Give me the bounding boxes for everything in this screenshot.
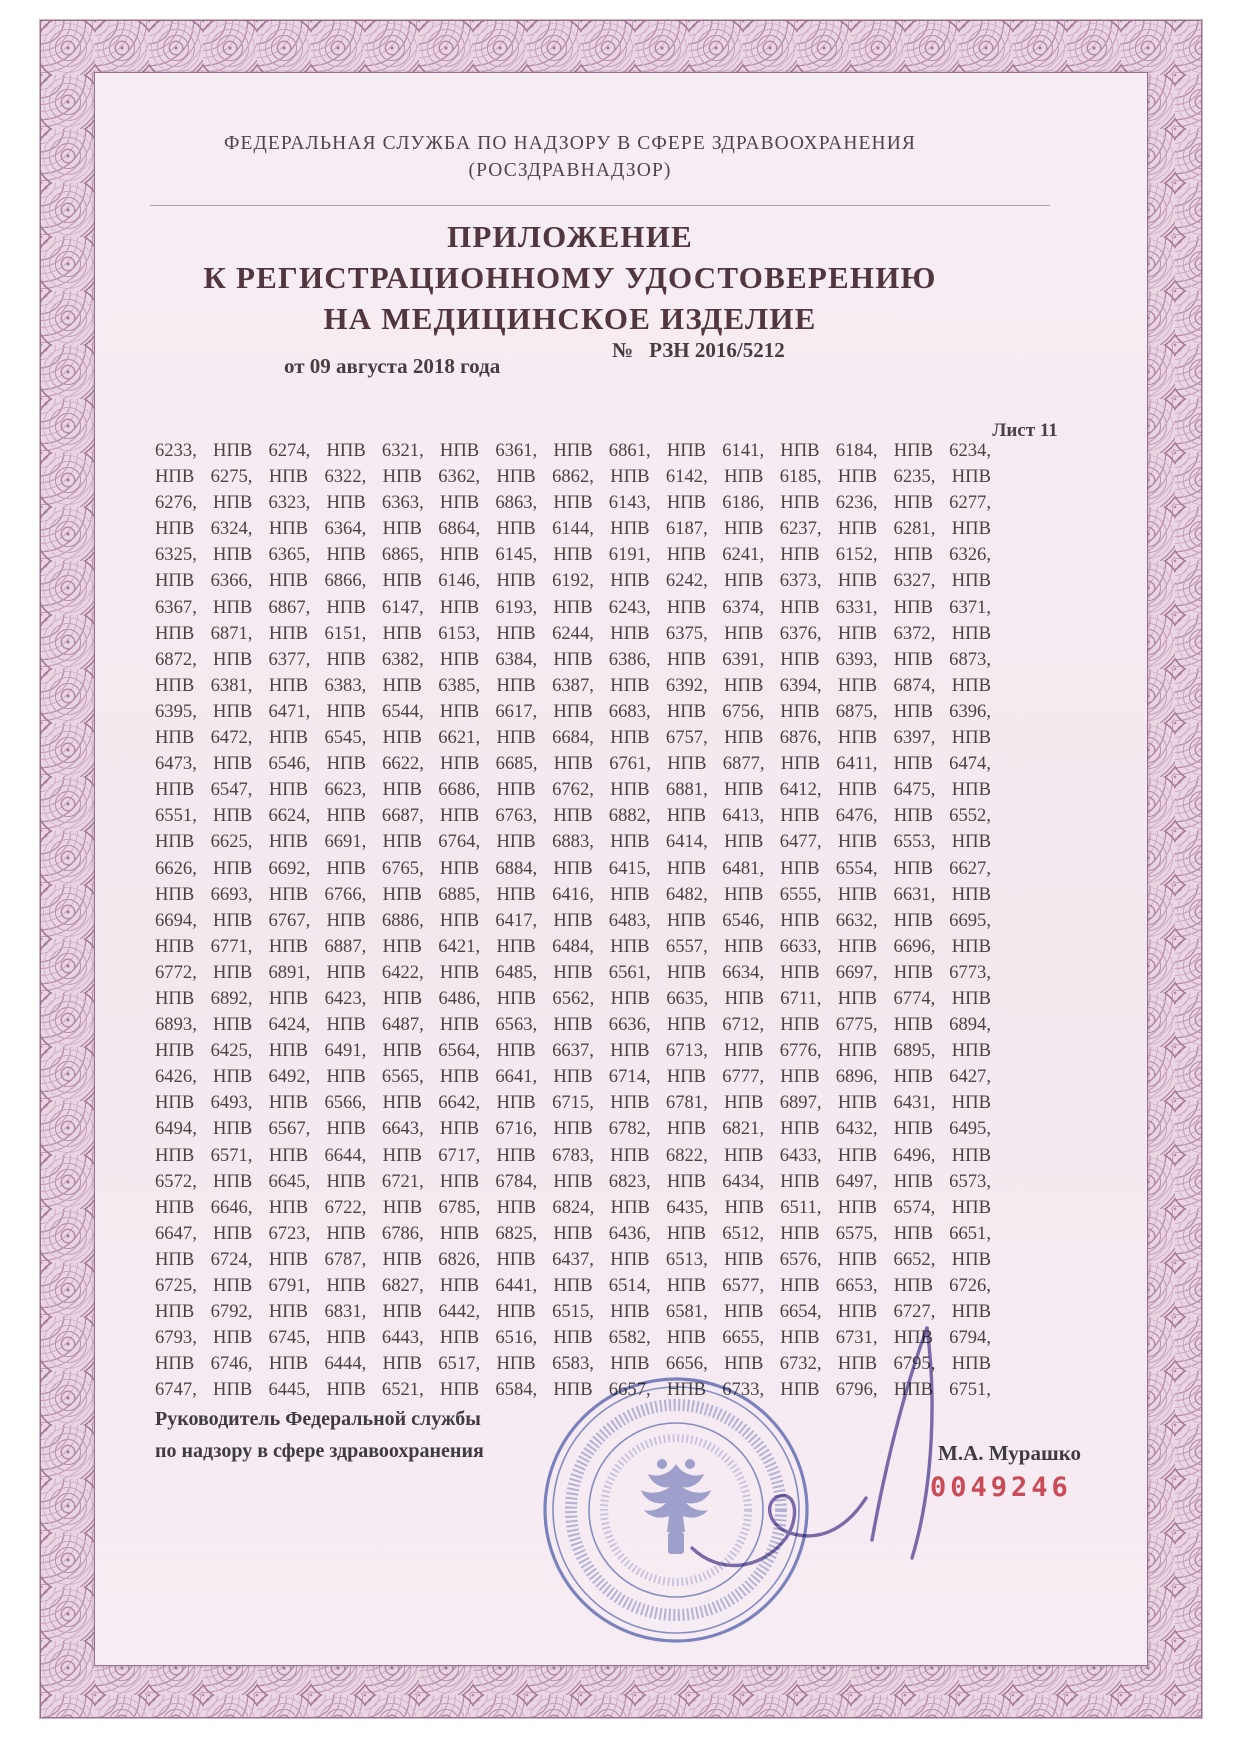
body-line: 6426, НПВ 6492, НПВ 6565, НПВ 6641, НПВ 6714, НПВ 6777, НПВ 6896, НПВ 6427, xyxy=(155,1066,991,1088)
body-line: НПВ 6746, НПВ 6444, НПВ 6517, НПВ 6583, НПВ 6656, НПВ 6732, НПВ 6795, НПВ xyxy=(155,1353,991,1375)
number-sign: № xyxy=(612,338,634,362)
issuing-authority-line1: ФЕДЕРАЛЬНАЯ СЛУЖБА ПО НАДЗОРУ В СФЕРЕ ЗДРАВООХРАНЕНИЯ xyxy=(223,133,916,154)
sheet-number: Лист 11 xyxy=(992,420,1058,441)
body-line: 6694, НПВ 6767, НПВ 6886, НПВ 6417, НПВ 6483, НПВ 6546, НПВ 6632, НПВ 6695, xyxy=(155,909,991,931)
signer-title xyxy=(155,1403,484,1467)
body-line: 6872, НПВ 6377, НПВ 6382, НПВ 6384, НПВ 6386, НПВ 6391, НПВ 6393, НПВ 6873, xyxy=(155,648,991,670)
body-line: 6367, НПВ 6867, НПВ 6147, НПВ 6193, НПВ 6243, НПВ 6374, НПВ 6331, НПВ 6371, xyxy=(155,596,991,618)
body-line: 6473, НПВ 6546, НПВ 6622, НПВ 6685, НПВ 6761, НПВ 6877, НПВ 6411, НПВ 6474, xyxy=(155,753,991,775)
body-line: НПВ 6547, НПВ 6623, НПВ 6686, НПВ 6762, НПВ 6881, НПВ 6412, НПВ 6475, НПВ xyxy=(155,779,991,801)
body-line: НПВ 6425, НПВ 6491, НПВ 6564, НПВ 6637, НПВ 6713, НПВ 6776, НПВ 6895, НПВ xyxy=(155,1040,991,1062)
body-line: 6772, НПВ 6891, НПВ 6422, НПВ 6485, НПВ 6561, НПВ 6634, НПВ 6697, НПВ 6773, xyxy=(155,961,991,983)
header-divider xyxy=(150,205,1050,206)
body-line: НПВ 6892, НПВ 6423, НПВ 6486, НПВ 6562, НПВ 6635, НПВ 6711, НПВ 6774, НПВ xyxy=(155,987,991,1009)
body-line: 6893, НПВ 6424, НПВ 6487, НПВ 6563, НПВ 6636, НПВ 6712, НПВ 6775, НПВ 6894, xyxy=(155,1014,991,1036)
issuing-authority xyxy=(100,130,1040,184)
signer-title-line1: Руководитель Федеральной службы xyxy=(155,1408,481,1430)
body-line: НПВ 6646, НПВ 6722, НПВ 6785, НПВ 6824, НПВ 6435, НПВ 6511, НПВ 6574, НПВ xyxy=(155,1196,991,1218)
issuing-authority-line2: (РОСЗДРАВНАДЗОР) xyxy=(468,160,672,181)
body-line: 6725, НПВ 6791, НПВ 6827, НПВ 6441, НПВ 6514, НПВ 6577, НПВ 6653, НПВ 6726, xyxy=(155,1275,991,1296)
body-line: 6276, НПВ 6323, НПВ 6363, НПВ 6863, НПВ 6143, НПВ 6186, НПВ 6236, НПВ 6277, xyxy=(155,492,991,514)
body-line: 6494, НПВ 6567, НПВ 6643, НПВ 6716, НПВ 6782, НПВ 6821, НПВ 6432, НПВ 6495, xyxy=(155,1118,991,1140)
body-line: 6233, НПВ 6274, НПВ 6321, НПВ 6361, НПВ 6861, НПВ 6141, НПВ 6184, НПВ 6234, xyxy=(155,440,991,461)
body-line: НПВ 6693, НПВ 6766, НПВ 6885, НПВ 6416, НПВ 6482, НПВ 6555, НПВ 6631, НПВ xyxy=(155,883,991,905)
body-line: НПВ 6324, НПВ 6364, НПВ 6864, НПВ 6144, НПВ 6187, НПВ 6237, НПВ 6281, НПВ xyxy=(155,518,991,540)
body-line: НПВ 6871, НПВ 6151, НПВ 6153, НПВ 6244, НПВ 6375, НПВ 6376, НПВ 6372, НПВ xyxy=(155,622,991,644)
body-line: 6551, НПВ 6624, НПВ 6687, НПВ 6763, НПВ 6882, НПВ 6413, НПВ 6476, НПВ 6552, xyxy=(155,805,991,827)
body-line: НПВ 6275, НПВ 6322, НПВ 6362, НПВ 6862, НПВ 6142, НПВ 6185, НПВ 6235, НПВ xyxy=(155,466,991,488)
body-line: 6647, НПВ 6723, НПВ 6786, НПВ 6825, НПВ 6436, НПВ 6512, НПВ 6575, НПВ 6651, xyxy=(155,1222,991,1244)
body-line: 6747, НПВ 6445, НПВ 6521, НПВ 6584, НПВ 6657, НПВ 6733, НПВ 6796, НПВ 6751, xyxy=(155,1379,991,1401)
form-serial-number: 0049246 xyxy=(930,1472,1072,1503)
document-title-line3: НА МЕДИЦИНСКОЕ ИЗДЕЛИЕ xyxy=(323,301,817,336)
signature-icon xyxy=(640,1270,1000,1600)
body-line: НПВ 6724, НПВ 6787, НПВ 6826, НПВ 6437, НПВ 6513, НПВ 6576, НПВ 6652, НПВ xyxy=(155,1248,991,1270)
body-line: 6395, НПВ 6471, НПВ 6544, НПВ 6617, НПВ 6683, НПВ 6756, НПВ 6875, НПВ 6396, xyxy=(155,700,991,722)
body-line: НПВ 6792, НПВ 6831, НПВ 6442, НПВ 6515, НПВ 6581, НПВ 6654, НПВ 6727, НПВ xyxy=(155,1301,991,1323)
issue-date: от 09 августа 2018 года xyxy=(284,354,501,378)
body-lines xyxy=(155,438,991,1403)
body-line: 6626, НПВ 6692, НПВ 6765, НПВ 6884, НПВ 6415, НПВ 6481, НПВ 6554, НПВ 6627, xyxy=(155,857,991,879)
document-title xyxy=(100,216,1040,339)
signer-title-line2: по надзору в сфере здравоохранения xyxy=(155,1440,484,1462)
body-line: 6325, НПВ 6365, НПВ 6865, НПВ 6145, НПВ 6191, НПВ 6241, НПВ 6152, НПВ 6326, xyxy=(155,544,991,566)
body-line: НПВ 6366, НПВ 6866, НПВ 6146, НПВ 6192, НПВ 6242, НПВ 6373, НПВ 6327, НПВ xyxy=(155,570,991,592)
body-line: НПВ 6771, НПВ 6887, НПВ 6421, НПВ 6484, НПВ 6557, НПВ 6633, НПВ 6696, НПВ xyxy=(155,935,991,957)
body-line: НПВ 6625, НПВ 6691, НПВ 6764, НПВ 6883, НПВ 6414, НПВ 6477, НПВ 6553, НПВ xyxy=(155,831,991,853)
registration-number-value: РЗН 2016/5212 xyxy=(649,338,785,362)
registration-number xyxy=(612,338,785,363)
body-line: НПВ 6571, НПВ 6644, НПВ 6717, НПВ 6783, НПВ 6822, НПВ 6433, НПВ 6496, НПВ xyxy=(155,1144,991,1166)
document-title-line2: К РЕГИСТРАЦИОННОМУ УДОСТОВЕРЕНИЮ xyxy=(203,260,937,295)
body-line: НПВ 6381, НПВ 6383, НПВ 6385, НПВ 6387, НПВ 6392, НПВ 6394, НПВ 6874, НПВ xyxy=(155,674,991,696)
body-line: НПВ 6493, НПВ 6566, НПВ 6642, НПВ 6715, НПВ 6781, НПВ 6897, НПВ 6431, НПВ xyxy=(155,1092,991,1114)
signer-name: М.А. Мурашко xyxy=(938,1441,1082,1465)
body-line: 6793, НПВ 6745, НПВ 6443, НПВ 6516, НПВ 6582, НПВ 6655, НПВ 6731, НПВ 6794, xyxy=(155,1327,991,1349)
document-title-line1: ПРИЛОЖЕНИЕ xyxy=(447,219,693,254)
body-line: НПВ 6472, НПВ 6545, НПВ 6621, НПВ 6684, НПВ 6757, НПВ 6876, НПВ 6397, НПВ xyxy=(155,727,991,749)
body-line: 6572, НПВ 6645, НПВ 6721, НПВ 6784, НПВ 6823, НПВ 6434, НПВ 6497, НПВ 6573, xyxy=(155,1170,991,1192)
